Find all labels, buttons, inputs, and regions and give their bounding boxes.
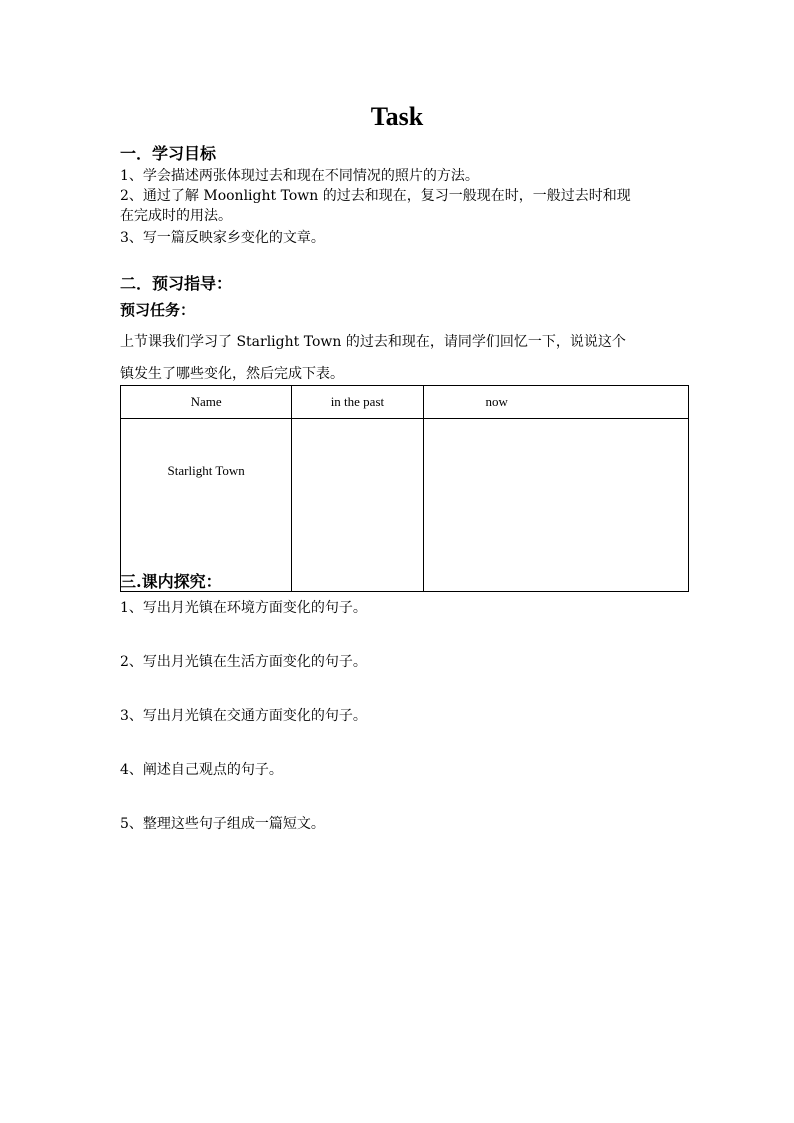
inquiry-item-3: 3、写出月光镇在交通方面变化的句子。: [120, 708, 367, 724]
preview-task-subheading: 预习任务：: [120, 301, 196, 319]
preview-paragraph-line-1: 上节课我们学习了 Starlight Town 的过去和现在，请同学们回忆一下，说说这个: [120, 334, 626, 350]
inquiry-item-1: 1、写出月光镇在环境方面变化的句子。: [120, 600, 367, 616]
objective-item-2: 2、通过了解 Moonlight Town 的过去和现在，复习一般现在时，一般过去时和现: [120, 188, 631, 204]
table-header-name: Name: [121, 386, 292, 419]
section1-heading: 一．学习目标: [120, 144, 217, 163]
table-header-in-the-past: in the past: [292, 386, 423, 419]
inquiry-item-2: 2、写出月光镇在生活方面变化的句子。: [120, 654, 367, 670]
inquiry-item-4: 4、阐述自己观点的句子。: [120, 762, 283, 778]
table-header-row: [121, 386, 689, 419]
table-header-now: now: [423, 386, 688, 419]
inquiry-item-5: 5、整理这些句子组成一篇短文。: [120, 816, 325, 832]
table-cell-in-the-past[interactable]: [292, 419, 423, 592]
objective-item-3: 3、写一篇反映家乡变化的文章。: [120, 230, 325, 246]
document-title: Task: [370, 102, 424, 131]
objective-item-1: 1、学会描述两张体现过去和现在不同情况的照片的方法。: [120, 168, 479, 184]
section2-heading: 二．预习指导：: [120, 274, 233, 293]
table-cell-now[interactable]: [423, 419, 688, 592]
table-cell-name: Starlight Town: [121, 419, 292, 592]
objective-item-2-continued: 在完成时的用法。: [120, 208, 232, 224]
changes-table: [120, 385, 689, 592]
table-row: [121, 419, 689, 592]
section3-heading: 三.课内探究：: [120, 572, 222, 591]
preview-paragraph-line-2: 镇发生了哪些变化，然后完成下表。: [120, 366, 344, 382]
